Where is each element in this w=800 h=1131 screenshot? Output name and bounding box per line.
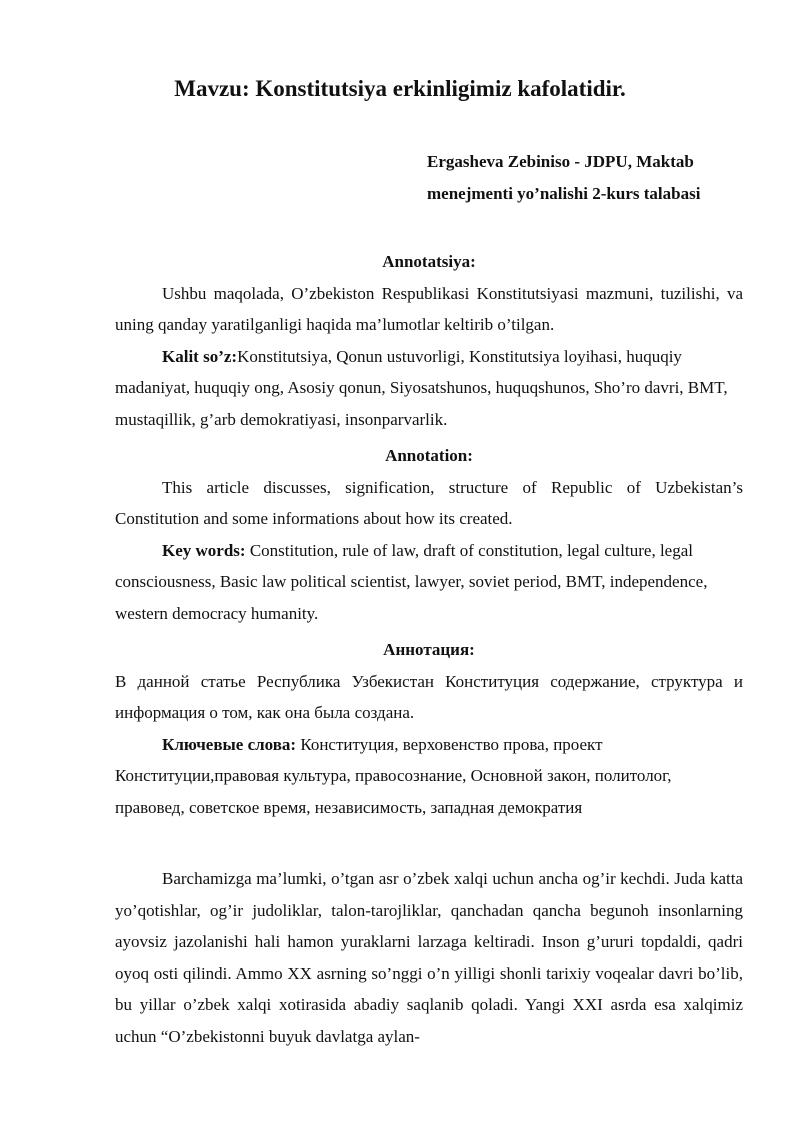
uz-section (115, 246, 743, 435)
body-section (115, 863, 743, 1053)
ru-section (115, 634, 743, 823)
author-block (427, 146, 700, 210)
uz-keywords-label: Kalit so’z: (162, 346, 238, 366)
page-title: Mavzu: Konstitutsiya erkinligimiz kafolatidir. (174, 76, 626, 101)
uz-keywords-text: Konstitutsiya, Qonun ustuvorligi, Konstitutsiya loyihasi, huquqiy madaniyat, huquqiy ong, Asosiy qonun, Siyosatshunos, huquqshunos, Sho’ro davri, BMT, mustaqillik, g’arb demokratiyasi, insonparvarlik. (115, 346, 728, 429)
ru-keywords (115, 729, 743, 824)
ru-abstract-heading: Аннотация: (383, 640, 475, 659)
uz-keywords (115, 341, 743, 436)
en-keywords-label: Key words: (162, 540, 246, 560)
en-abstract-heading: Annotation: (385, 446, 473, 465)
ru-abstract-text: В данной статье Республика Узбекистан Конституция содержание, структура и информация о том, как она была создана. (115, 671, 743, 722)
en-keywords-text: Constitution, rule of law, draft of constitution, legal culture, legal consciousness, Basic law political scientist, lawyer, soviet period, BMT, independence, western democracy humanity. (115, 540, 708, 623)
body-paragraph: Barchamizga ma’lumki, o’tgan asr o’zbek xalqi uchun ancha og’ir kechdi. Juda katta yo’qotishlar, og’ir judoliklar, talon-tarojliklar, qanchadan qancha begunoh insonlarning ayovsiz jazolanishi hali hamon yuraklarni larzaga keltiradi. Inson g’ururi topdaldi, qadri oyoq osti qilindi. Ammo XX asrning so’nggi o’n yilligi shonli tarixiy voqealar davri bo’lib, bu yillar o’zbek xalqi xotirasida abadiy saqlanib qoladi. Yangi XXI asrda esa xalqimiz uchun “O’zbekistonni buyuk davlatga aylan- (115, 869, 743, 1046)
ru-keywords-text: Конституция, верховенство прова, проект Конституции,правовая культура, правосознание, Основной закон, политолог, правовед, советское время, независимость, западная демократия (115, 734, 672, 817)
en-keywords (115, 535, 743, 630)
uz-abstract-heading: Annotatsiya: (382, 252, 476, 271)
en-abstract-text: This article discusses, signification, structure of Republic of Uzbekistan’s Constitution and some informations about how its created. (115, 477, 743, 528)
en-section (115, 440, 743, 629)
ru-keywords-label: Ключевые слова: (162, 734, 297, 754)
uz-abstract-text: Ushbu maqolada, O’zbekiston Respublikasi Konstitutsiyasi mazmuni, tuzilishi, va uning qanday yaratilganligi haqida ma’lumotlar keltirib o’tilgan. (115, 283, 743, 334)
author-line-1: Ergasheva Zebiniso - JDPU, Maktab (427, 152, 694, 171)
author-line-2: menejmenti yo’nalishi 2-kurs talabasi (427, 184, 701, 203)
